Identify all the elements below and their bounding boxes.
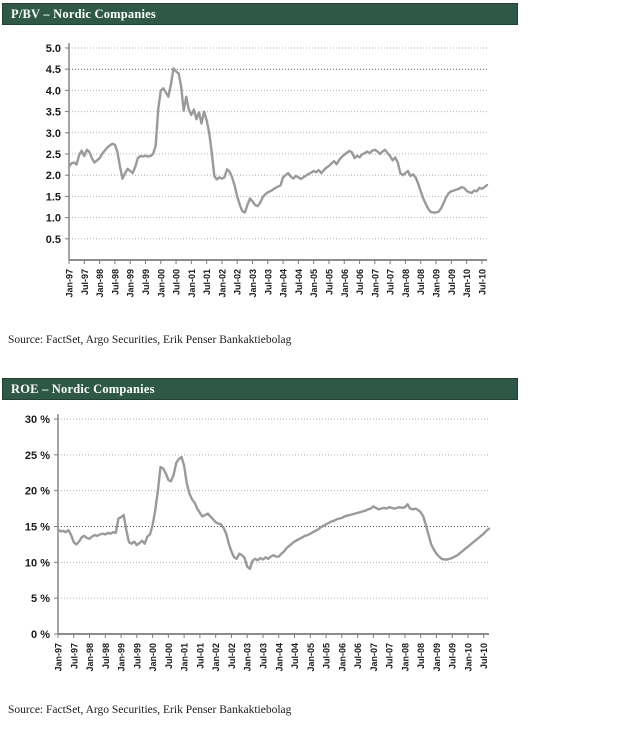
x-axis-label: Jul-97 [69, 643, 80, 670]
x-axis-label: Jan-07 [368, 643, 379, 672]
y-axis-label: 2.5 [45, 149, 61, 161]
x-axis-label: Jul-07 [384, 643, 395, 670]
pbv-chart-title: P/BV – Nordic Companies [11, 7, 156, 21]
roe-chart-title-bar [2, 378, 518, 400]
y-axis-label: 4.5 [45, 64, 61, 77]
x-axis-label: Jul-06 [353, 643, 364, 670]
x-axis-label: Jan-05 [305, 643, 316, 672]
x-axis-label: Jan-07 [370, 269, 381, 298]
x-axis-label: Jul-02 [232, 269, 243, 296]
x-axis-label: Jan-98 [85, 643, 96, 672]
x-axis-label: Jul-04 [293, 269, 304, 296]
x-axis-label: Jan-02 [211, 643, 222, 672]
x-axis-label: Jul-06 [355, 269, 366, 296]
y-axis-label: 4.0 [45, 85, 61, 98]
x-axis-label: Jan-97 [64, 269, 75, 298]
y-axis-label: 15 % [24, 521, 50, 534]
x-axis-label: Jul-00 [171, 269, 182, 296]
x-axis-label: Jul-10 [477, 269, 488, 296]
x-axis-label: Jan-09 [431, 269, 442, 298]
pbv-chart-title-bar [2, 3, 518, 25]
x-axis-label: Jul-08 [416, 269, 427, 296]
x-axis-label: Jul-07 [385, 269, 396, 296]
y-axis-label: 1.5 [45, 191, 61, 204]
x-axis-label: Jan-99 [116, 643, 127, 672]
x-axis-label: Jan-98 [95, 269, 106, 298]
x-axis-label: Jul-99 [140, 269, 151, 296]
pbv-line-chart [0, 29, 520, 317]
y-axis-label: 5.0 [45, 43, 61, 55]
x-axis-label: Jan-08 [400, 269, 411, 298]
y-axis-label: 0 % [31, 629, 50, 641]
y-axis-label: 25 % [24, 449, 50, 462]
x-axis-label: Jul-03 [258, 643, 269, 670]
x-axis-label: Jan-99 [125, 269, 136, 298]
x-axis-label: Jan-00 [148, 643, 159, 672]
roe-chart-title: ROE – Nordic Companies [11, 382, 155, 396]
roe-source-note: Source: FactSet, Argo Securities, Erik Penser Bankaktiebolag [8, 704, 292, 716]
x-axis-label: Jul-98 [110, 269, 121, 296]
x-axis-label: Jul-97 [79, 269, 90, 296]
y-axis-label: 20 % [24, 485, 50, 498]
y-axis-label: 10 % [24, 557, 50, 570]
y-axis-label: 3.0 [45, 127, 61, 140]
x-axis-label: Jan-00 [156, 269, 167, 298]
y-axis-label: 2.0 [45, 170, 61, 183]
x-axis-label: Jan-06 [339, 269, 350, 298]
x-axis-label: Jul-09 [447, 643, 458, 670]
pbv-nordic-companies-line [69, 68, 487, 212]
x-axis-label: Jul-98 [100, 643, 111, 670]
x-axis-label: Jul-03 [263, 269, 274, 296]
y-axis-label: 1.0 [45, 212, 61, 225]
x-axis-label: Jul-09 [446, 269, 457, 296]
x-axis-label: Jan-10 [463, 643, 474, 672]
x-axis-label: Jan-06 [337, 643, 348, 672]
y-axis-label: 30 % [24, 414, 50, 426]
x-axis-label: Jan-10 [462, 269, 473, 298]
x-axis-label: Jan-02 [217, 269, 228, 298]
pbv-source-note: Source: FactSet, Argo Securities, Erik Penser Bankaktiebolag [8, 334, 292, 346]
x-axis-label: Jul-05 [321, 643, 332, 670]
y-axis-label: 5 % [31, 593, 50, 606]
x-axis-label: Jan-01 [186, 269, 197, 298]
x-axis-label: Jul-00 [163, 643, 174, 670]
x-axis-label: Jul-01 [202, 269, 213, 296]
x-axis-label: Jan-97 [53, 643, 64, 672]
x-axis-label: Jan-03 [248, 269, 259, 298]
y-axis-label: 3.5 [45, 106, 61, 119]
x-axis-label: Jan-03 [242, 643, 253, 672]
x-axis-label: Jul-10 [479, 643, 490, 670]
x-axis-label: Jan-05 [309, 269, 320, 298]
roe-nordic-companies-line [58, 457, 489, 569]
x-axis-label: Jan-04 [278, 269, 289, 298]
x-axis-label: Jan-04 [274, 643, 285, 672]
x-axis-label: Jul-04 [290, 643, 301, 670]
roe-line-chart [0, 404, 520, 696]
x-axis-label: Jul-05 [324, 269, 335, 296]
x-axis-label: Jul-02 [226, 643, 237, 670]
x-axis-label: Jul-99 [132, 643, 143, 670]
y-axis-label: 0.5 [45, 233, 61, 246]
x-axis-label: Jan-08 [400, 643, 411, 672]
x-axis-label: Jan-01 [179, 643, 190, 672]
x-axis-label: Jul-08 [416, 643, 427, 670]
x-axis-label: Jul-01 [195, 643, 206, 670]
x-axis-label: Jan-09 [431, 643, 442, 672]
